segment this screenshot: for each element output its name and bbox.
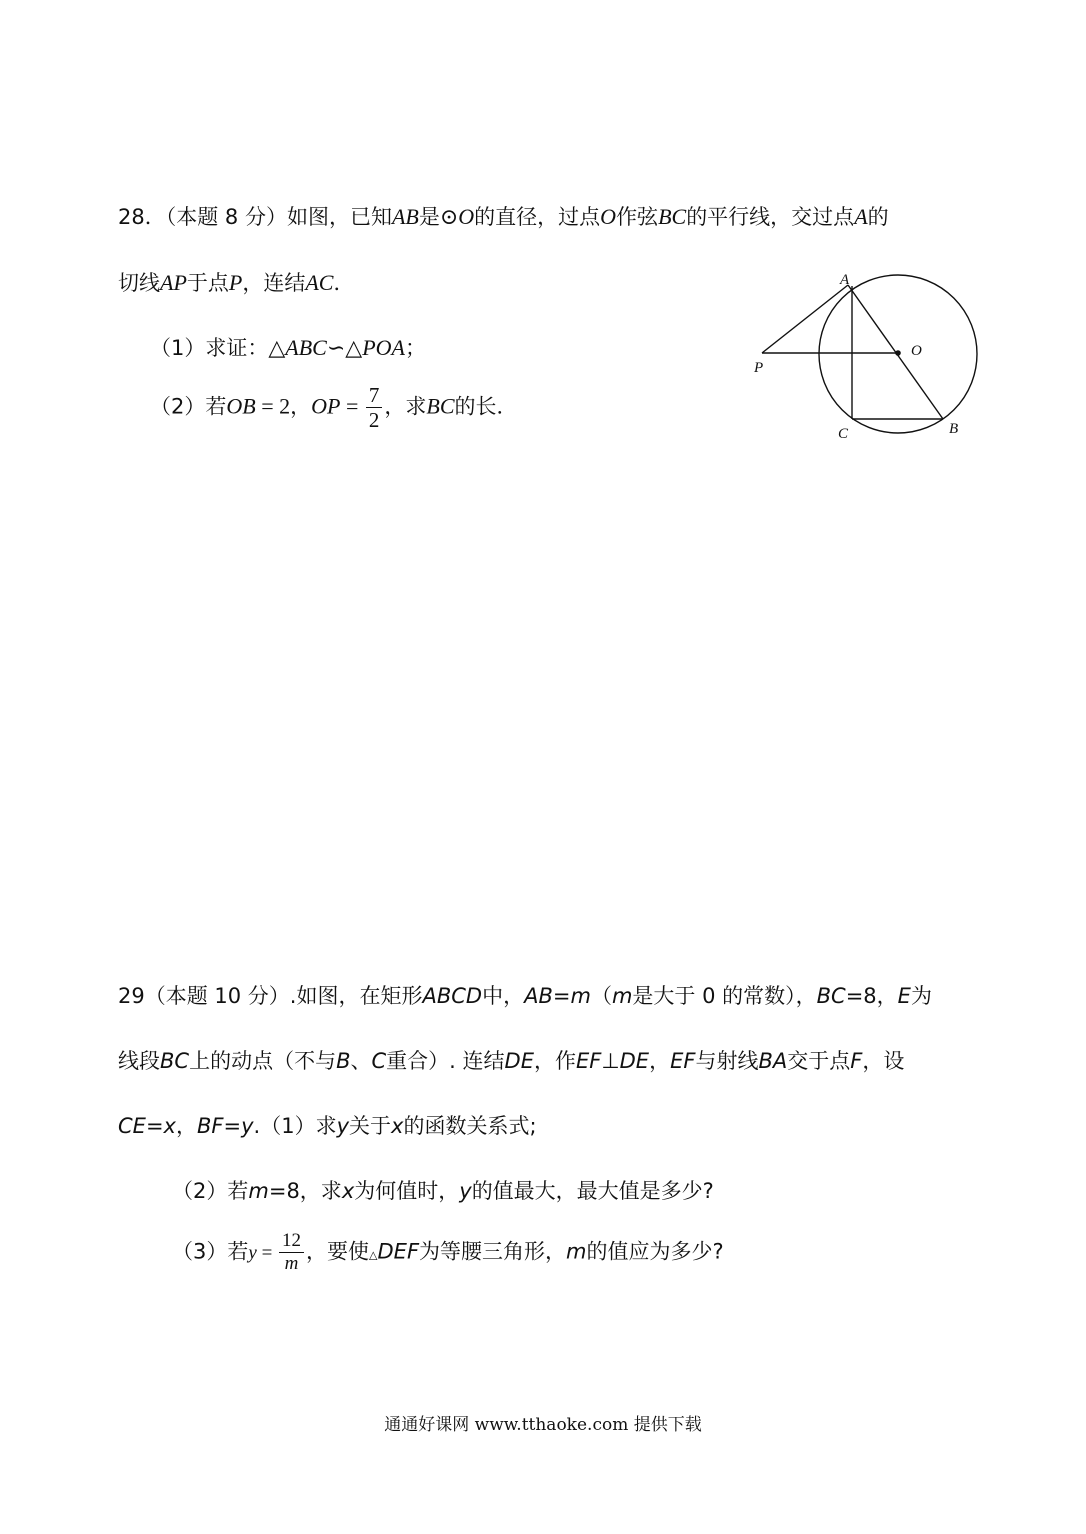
q28-part1: （1）求证：△ABC∽△POA； bbox=[150, 335, 426, 360]
label-b: B bbox=[949, 421, 959, 437]
q28-geometry-figure bbox=[740, 262, 1000, 452]
label-o: O bbox=[911, 343, 922, 359]
label-c: C bbox=[838, 426, 849, 442]
q29-line2: 线段BC上的动点（不与B、C重合）. 连结DE，作EF⊥DE，EF与射线BA交于点F，设 bbox=[118, 1049, 905, 1073]
fraction-seven-halves: $\frac{7}{2}$ bbox=[366, 383, 383, 432]
label-a: A bbox=[840, 272, 850, 288]
q29-line3: CE=x，BF=y.（1）求y关于x的函数关系式; bbox=[118, 1114, 537, 1138]
tangent-ap bbox=[762, 285, 848, 353]
q29-part2: （2）若m=8，求x为何值时，y的值最大，最大值是多少? bbox=[172, 1179, 714, 1203]
circle-dot-symbol: ⊙ bbox=[439, 204, 459, 229]
footer-watermark: 通通好课网 www.tthaoke.com 提供下载 bbox=[384, 1415, 702, 1435]
center-point-o bbox=[895, 350, 901, 356]
label-p: P bbox=[754, 360, 764, 376]
q29-part3: （3）若y = $\frac{12}{m}$ ，要使△DEF为等腰三角形，m的值应为多少? bbox=[172, 1230, 724, 1274]
q28-line2: 切线AP于点P，连结AC． bbox=[118, 270, 355, 295]
q28-line1: 28．（本题 8 分）如图，已知AB是⊙O的直径，过点O作弦BC的平行线，交过点A的 bbox=[118, 204, 889, 229]
fraction-twelve-over-m: $\frac{12}{m}$ bbox=[279, 1230, 304, 1275]
q28-part2: （2）若OB = 2，OP = $\frac{7}{2}$ ，求BC的长． bbox=[150, 383, 518, 433]
q29-line1: 29（本题 10 分）.如图，在矩形ABCD中，AB=m（m是大于 0 的常数），BC=8，E为 bbox=[118, 984, 932, 1008]
